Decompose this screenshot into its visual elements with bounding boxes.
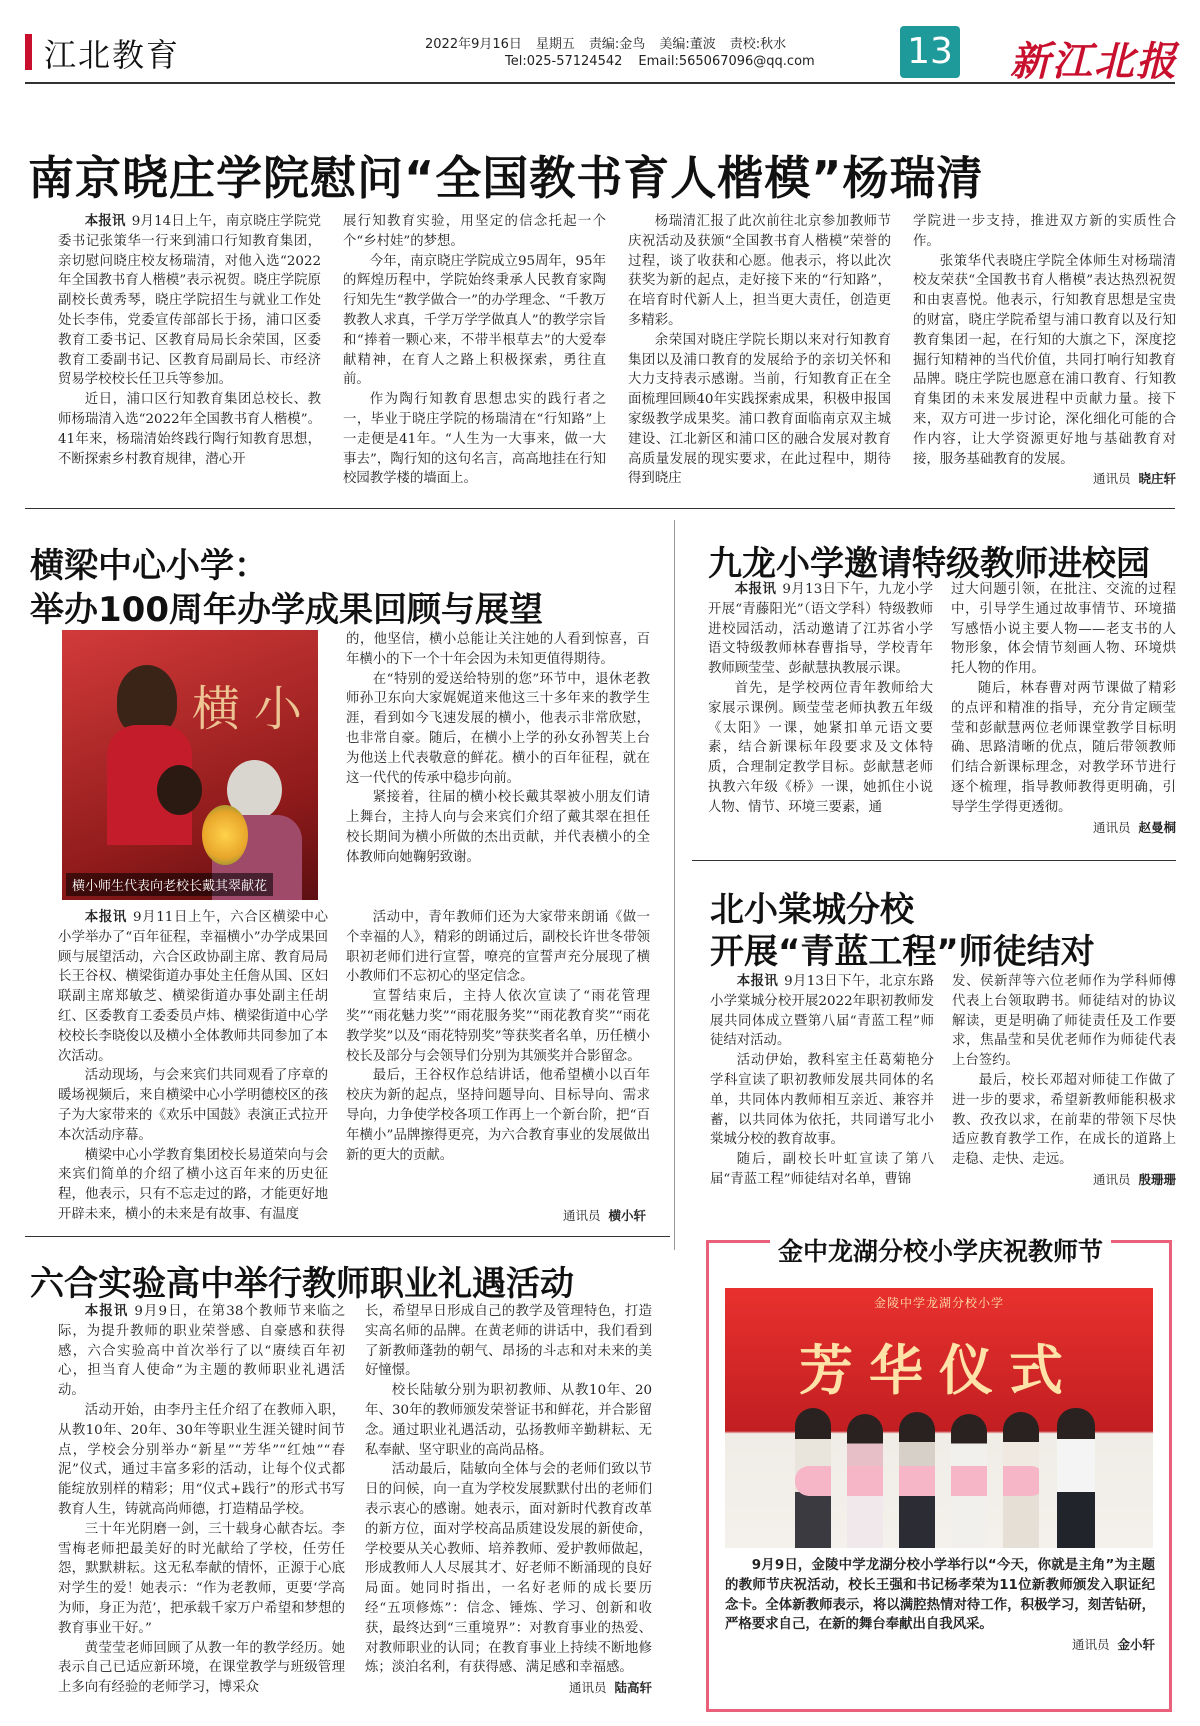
newspaper-logo: 新江北报 <box>1010 38 1178 85</box>
bouquets <box>795 1466 1045 1496</box>
person-6 <box>1057 1408 1095 1548</box>
issue-art-editor: 美编:董波 <box>659 37 716 52</box>
article-6-headline: 金中龙湖分校小学庆祝教师节 <box>770 1232 1111 1268</box>
page-number: 13 <box>907 31 953 72</box>
photo-ceremony-text: 芳华仪式 <box>799 1338 1079 1402</box>
article-4-lead: 本报讯 <box>736 973 779 989</box>
rule-2 <box>25 1236 670 1237</box>
article-6-signoff: 通讯员 金小轩 <box>1071 1637 1155 1653</box>
article-4-headline-1: 北小棠城分校 <box>710 890 914 930</box>
rule-right-1 <box>692 860 1176 861</box>
section-title: 江北教育 <box>44 36 181 74</box>
article-2-col-1: 本报讯 9月11日上午，六合区横梁中心小学举办了“百年征程，幸福横小”办学成果回顾与展望活动，六合区政协副主席、教育局局长王谷权、横梁街道办事处主任詹从国、区妇联副主席郑敏芝、横梁街道办事处副主任胡红、区委教育工委委员卢炜、横梁街道中心学校校长李晓俊以及横小全体教师共同参加了本次活动。 活动现场，与会来宾们共同观看了序章的暖场视频后，来自横梁中心小学明德校区的孩子为大家带来的《欢乐中国鼓》表演正式拉开本次活动序幕。 横梁中心小学教育集团校长易道荣向与会来宾们简单的介绍了横小这百年来的历史征程，他表示，只有不忘走过的路，才能更好地开辟未来，横小的未来是有故事、有温度 <box>58 909 329 1222</box>
issue-email: Email:565067096@qq.com <box>638 54 815 69</box>
article-4-col-1: 本报讯 9月13日下午，北京东路小学棠城分校开展2022年职初教师发展共同体成立暨第八届“青蓝工程”师徒结对活动。 活动伊始，教科室主任葛菊艳分学科宣读了职初教师发展共同体的名单，共同体内教师相互亲近、兼容并蓄，以共同体为依托，共同谱写北小棠城分校的教育故事。 随后，副校长叶虹宣读了第八届“青蓝工程”师徒结对名单，曹锦 <box>710 973 935 1187</box>
article-3-col-1: 本报讯 9月13日下午，九龙小学开展“青藤阳光”（语文学科）特级教师进校园活动，活动邀请了江苏省小学语文特级教师林春曹指导，学校青年教师顾莹莹、彭献慧执教展示课。 首先，是学校两位青年教师给大家展示课例。顾莹莹老师执教五年级《太阳》一课，她紧扣单元语文要素，结合新课标年段要求及文体特质，合理制定教学目标。彭献慧老师执教六年级《桥》一课，她抓住小说人物、情节、环境三要素，通 <box>708 581 933 815</box>
photo-banner-text: 横小 <box>192 681 317 737</box>
photo-figure-child <box>157 765 202 815</box>
article-6-photo <box>725 1288 1153 1548</box>
issue-tel: Tel:025-57124542 <box>505 54 623 69</box>
article-4-signoff: 通讯员 殷珊珊 <box>1092 1171 1176 1187</box>
issue-editor: 责编:金鸟 <box>588 37 646 52</box>
article-1-lead: 本报讯 <box>84 213 126 229</box>
article-2-col-2-bottom: 活动中，青年教师们还为大家带来朗诵《做一个幸福的人》，精彩的朗诵过后，副校长许世冬带领职初老师们进行宣誓，嘹亮的宣誓声充分展现了横小教师们不忘初心的坚定信念。 宣誓结束后，主持人依次宣读了“雨花管理奖”“雨花魅力奖”“雨花服务奖”“雨花教育奖”“雨花教学奖”以及“雨花特别奖”等获奖者名单，历任横小校长及部分与会领导们分别为其颁奖并合影留念。 最后，王谷权作总结讲话，他希望横小以百年校庆为新的起点，坚持问题导向、目标导向、需求导向，力争使学校各项工作再上一个新台阶，把“百年横小”品牌擦得更亮，为六合教育事业的发展做出新的更大的贡献。 <box>346 910 650 1163</box>
article-5-col-1: 本报讯 9月9日，在第38个教师节来临之际，为提升教师的职业荣誉感、自豪感和获得感，六合实验高中首次举行了以“赓续百年初心，担当育人使命”为主题的教师职业礼遇活动。 活动开始，由李丹主任介绍了在教师入职，从教10年、20年、30年等职业生涯关键时间节点，学校会分别举办“新星”“芳华”“红烛”“春泥”仪式，通过丰富多彩的活动，让每个仪式都能绽放别样的精彩；用“仪式+践行”的形式书写教育人生，铸就高尚师德，打造精品学校。 三十年光阴磨一剑，三十载身心献杏坛。李雪梅老师把最美好的时光献给了学校，任劳任怨，默默耕耘。这无私奉献的情怀，正源于心底对学生的爱！她表示：“作为老教师，更要‘学高为师，身正为范’，把承载千家万户希望和梦想的教育事业干好。” 黄莹莹老师回顾了从教一年的教学经历。她表示自己已适应新环境，在课堂教学与班级管理上多向有经验的老师学习，博采众 <box>58 1303 346 1696</box>
article-2-headline-2: 举办100周年办学成果回顾与展望 <box>30 590 543 630</box>
photo-header-text: 金陵中学龙湖分校小学 <box>873 1296 1004 1310</box>
article-1-body <box>58 212 1176 487</box>
article-1-col-1: 本报讯 9月14日上午，南京晓庄学院党委书记张策华一行来到浦口行知教育集团，亲切慰问晓庄校友杨瑞清，对他入选“2022年全国教书育人楷模”表示祝贺。晓庄学院原副校长黄秀琴，晓庄学院招生与就业工作处处长李伟，党委宣传部部长于扬，浦口区委教育工委书记、区教育局局长余荣国，区委教育工委副书记、区教育局副局长、市经济贸易学校校长任卫兵等参加。 近日，浦口区行知教育集团总校长、教师杨瑞清入选“2022年全国教书育人楷模”。41年来，杨瑞清始终践行陶行知教育思想，不断探索乡村教育规律，潜心开 <box>58 213 322 467</box>
article-5-headline: 六合实验高中举行教师职业礼遇活动 <box>30 1264 574 1304</box>
article-3-col-2: 过大问题引领，在批注、交流的过程中，引导学生通过故事情节、环境描写感悟小说主要人物——老支书的人物形象，体会情节刻画人物、环境烘托人物的作用。 随后，林春曹对两节课做了精彩的点评和精准的指导，充分肯定顾莹莹和彭献慧两位老师课堂教学目标明确、思路清晰的优点，随后带领教师们结合新课标理念，对教学环节进行逐个梳理，指导教师教得更明确，引导学生学得更透彻。 通讯员 赵曼桐 <box>951 580 1176 830</box>
section-marker <box>25 34 32 70</box>
article-1-signoff: 通讯员 晓庄轩 <box>1092 471 1176 487</box>
article-4-col-2: 发、侯新萍等六位老师作为学科师傅代表上台领取聘书。师徒结对的协议解读，更是明确了师徒责任及工作要求，焦晶莹和吴优老师作为师徒代表上台签约。 最后，校长邓超对师徒工作做了进一步的要求，希望新教师能积极求教、孜孜以求，在前辈的带领下尽快适应教育教学工作，在成长的道路上走稳、走快、走远。 通讯员 殷珊珊 <box>952 972 1176 1198</box>
article-2-signoff: 通讯员 横小轩 <box>562 1208 646 1223</box>
photo-bouquet <box>202 805 248 865</box>
article-4-body <box>710 972 1176 1198</box>
article-1-col-2: 展行知教育实验，用坚定的信念托起一个个“乡村娃”的梦想。 今年，南京晓庄学院成立95周年，95年的辉煌历程中，学院始终秉承人民教育家陶行知先生“教学做合一”的办学理念、“千教万教教人求真，千学万学学做真人”的教学宗旨和“捧着一颗心来，不带半根草去”的大爱奉献精神，在育人之路上积极探索，勇往直前。 作为陶行知教育思想忠实的践行者之一，毕业于晓庄学院的杨瑞清在“行知路”上一走便是41年。“人生为一大事来，做一大事去”，陶行知的这句名言，高高地挂在行知校园教学楼的墙面上。 <box>343 214 606 487</box>
photo-group <box>795 1408 1095 1548</box>
article-5-signoff: 通讯员 陆高轩 <box>568 1680 652 1696</box>
article-1-headline: 南京晓庄学院慰问“全国教书育人楷模”杨瑞清 <box>28 151 984 205</box>
rule-1 <box>25 508 1175 509</box>
article-2-col-2-top: 的，他坚信，横小总能让关注她的人看到惊喜，百年横小的下一个十年会因为未知更值得期待。 在“特别的爱送给特别的您”环节中，退休老教师孙卫东向大家娓娓道来他这三十多年来的教学生涯，看到如今飞速发展的横小，他表示非常欣慰，也非常自豪。随后，在横小上学的孙女孙智芙上台为他送上代表敬意的鲜花。横小的百年征程，就在这一代代的传承中稳步向前。 紧接着，往届的横小校长戴其翠被小朋友们请上舞台，主持人向与会来宾们介绍了戴其翠在担任校长期间为横小所做的杰出贡献，并代表横小的全体教师向她鞠躬致谢。 <box>346 632 650 865</box>
issue-proofreader: 责校:秋水 <box>729 37 787 52</box>
article-1-col-4: 学院进一步支持，推进双方新的实质性合作。 张策华代表晓庄学院全体师生对杨瑞清校友荣获“全国教书育人楷模”表达热烈祝贺和由衷喜悦。他表示，行知教育思想是宝贵的财富，晓庄学院希望与浦口教育以及行知教育集团一起，在行知的大旗之下，深度挖掘行知精神的当代价值，共同打响行知教育品牌。晓庄学院也愿意在浦口教育、行知教育集团的未来发展进程中贡献力量。接下来，双方可进一步讨论，深化细化可能的合作内容，让大学资源更好地与基础教育对接，服务基础教育的发展。 通讯员 晓庄轩 <box>913 212 1176 474</box>
article-5-lead: 本报讯 <box>84 1303 129 1319</box>
article-2-photo <box>62 630 318 900</box>
page-number-badge <box>900 26 960 78</box>
article-3-signoff: 通讯员 赵曼桐 <box>1092 819 1176 835</box>
article-3-body <box>708 580 1176 835</box>
issue-weekday: 星期五 <box>535 37 575 52</box>
article-2-headline-1: 横梁中心小学： <box>30 546 268 586</box>
article-2-lead: 本报讯 <box>84 909 127 925</box>
article-2-photo-caption: 横小师生代表向老校长戴其翠献花 <box>66 873 273 896</box>
article-1-col-3: 杨瑞清汇报了此次前往北京参加教师节庆祝活动及获颁“全国教书育人楷模”荣誉的过程，谈了收获和心愿。他表示，将以此次获奖为新的起点，走好接下来的“行知路”，在培育时代新人上，担当更大责任，创造更多精彩。 余荣国对晓庄学院长期以来对行知教育集团以及浦口教育的发展给予的亲切关怀和大力支持表示感谢。当前，行知教育正在全面梳理回顾40年实践探索成果，积极申报国家级教学成果奖。浦口教育面临南京双主城建设、江北新区和浦口区的融合发展对教育高质量发展的现实要求，在此过程中，期待得到晓庄 <box>628 214 891 487</box>
masthead-rule <box>25 82 1175 84</box>
article-5-col-2: 长，希望早日形成自己的教学及管理特色，打造实高名师的品牌。在黄老师的讲话中，我们看到了新教师蓬勃的朝气、昂扬的斗志和对未来的美好憧憬。 校长陆敏分别为职初教师、从教10年、20年、30年的教师颁发荣誉证书和鲜花，并合影留念。通过职业礼遇活动，弘扬教师辛勤耕耘、无私奉献、坚守职业的高尚品格。 活动最后，陆敏向全体与会的老师们致以节日的问候，向一直为学校发展默默付出的老师们表示衷心的感谢。她表示，面对新时代教育改革的新方位，面对学校高品质建设发展的新使命，学校要从关心教师、培养教师、爱护教师做起，形成教师人人尽展其才、好老师不断涌现的良好局面。她同时指出，一名好老师的成长要历经“五项修炼”：信念、锤炼、学习、创新和收获，最终达到“三重境界”：对教育事业的热爱、对教师职业的认同；在教育事业上持续不断地修炼；淡泊名利，有获得感、满足感和幸福感。 通讯员 陆高轩 <box>365 1302 652 1700</box>
issue-info <box>425 36 815 70</box>
article-4-headline-2: 开展“青蓝工程”师徒结对 <box>710 932 1095 972</box>
article-5-body <box>58 1302 652 1700</box>
article-3-headline: 九龙小学邀请特级教师进校园 <box>708 544 1150 584</box>
article-3-lead: 本报讯 <box>734 581 777 597</box>
column-divider <box>674 520 675 1250</box>
article-6-body: 9月9日，金陵中学龙湖分校小学举行以“今天，你就是主角”为主题的教师节庆祝活动，校长王强和书记杨孝荣为11位新教师颁发入职证纪念卡。全体新教师表示，将以满腔热情对待工作，积极学习，刻苦钻研，严格要求自己，在新的舞台奉献出自我风采。 通讯员 金小轩 <box>725 1556 1155 1655</box>
issue-date: 2022年9月16日 <box>425 37 522 52</box>
